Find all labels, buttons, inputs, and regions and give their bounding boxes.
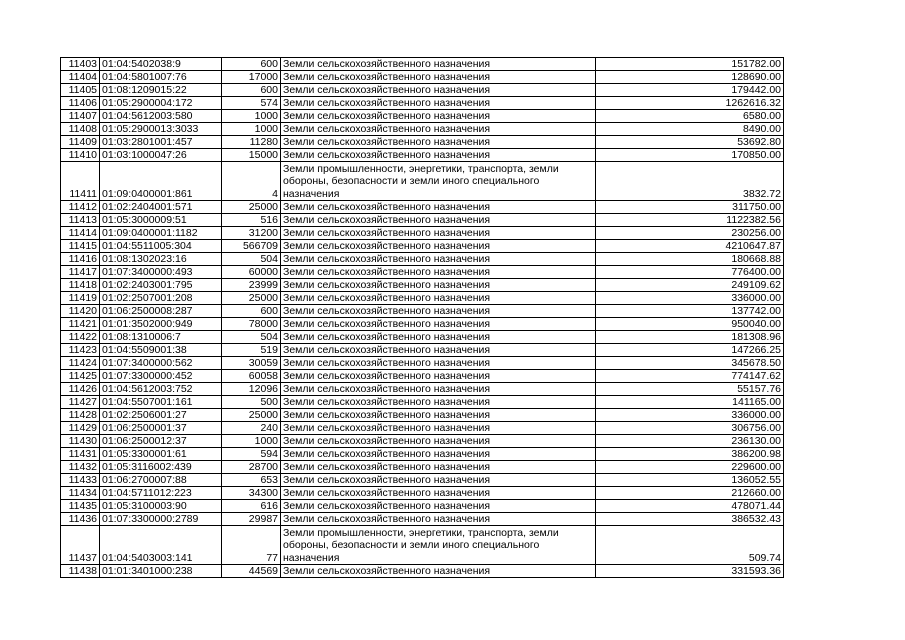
row-number-cell: 11406 <box>61 97 100 110</box>
cadastral-value-cell: 1262616.32 <box>596 97 784 110</box>
row-number-cell: 11424 <box>61 357 100 370</box>
table-row <box>61 565 784 578</box>
cadastral-value-cell: 306756.00 <box>596 422 784 435</box>
cadastral-number-cell: 01:06:2500012:37 <box>100 435 222 448</box>
table-row <box>61 136 784 149</box>
row-number-cell: 11427 <box>61 396 100 409</box>
cadastral-number-cell: 01:01:3401000:238 <box>100 565 222 578</box>
row-number-cell: 11422 <box>61 331 100 344</box>
row-number-cell: 11419 <box>61 292 100 305</box>
cadastral-value-cell: 141165.00 <box>596 396 784 409</box>
cadastral-number-cell: 01:04:5612003:752 <box>100 383 222 396</box>
table-row <box>61 71 784 84</box>
table-row <box>61 500 784 513</box>
cadastral-number-cell: 01:04:5402038:9 <box>100 58 222 71</box>
cadastral-value-cell: 336000.00 <box>596 292 784 305</box>
table-row <box>61 201 784 214</box>
table-row <box>61 292 784 305</box>
cadastral-value-cell: 230256.00 <box>596 227 784 240</box>
land-category-cell: Земли сельскохозяйственного назначения <box>281 84 596 97</box>
table-row <box>61 97 784 110</box>
row-number-cell: 11437 <box>61 526 100 565</box>
row-number-cell: 11407 <box>61 110 100 123</box>
land-category-cell: Земли сельскохозяйственного назначения <box>281 149 596 162</box>
land-category-cell: Земли сельскохозяйственного назначения <box>281 58 596 71</box>
cadastral-number-cell: 01:02:2507001:208 <box>100 292 222 305</box>
land-category-cell: Земли сельскохозяйственного назначения <box>281 331 596 344</box>
row-number-cell: 11413 <box>61 214 100 227</box>
area-cell: 60058 <box>222 370 281 383</box>
table-row <box>61 162 784 201</box>
cadastral-number-cell: 01:01:3502000:949 <box>100 318 222 331</box>
area-cell: 4 <box>222 162 281 201</box>
row-number-cell: 11426 <box>61 383 100 396</box>
land-category-cell: Земли сельскохозяйственного назначения <box>281 214 596 227</box>
land-plots-table-body <box>61 58 784 578</box>
cadastral-number-cell: 01:08:1310006:7 <box>100 331 222 344</box>
cadastral-number-cell: 01:05:2900013:3033 <box>100 123 222 136</box>
area-cell: 504 <box>222 331 281 344</box>
land-category-cell: Земли сельскохозяйственного назначения <box>281 474 596 487</box>
cadastral-number-cell: 01:05:2900004:172 <box>100 97 222 110</box>
land-category-cell: Земли сельскохозяйственного назначения <box>281 565 596 578</box>
row-number-cell: 11404 <box>61 71 100 84</box>
area-cell: 78000 <box>222 318 281 331</box>
area-cell: 653 <box>222 474 281 487</box>
table-row <box>61 357 784 370</box>
cadastral-value-cell: 55157.76 <box>596 383 784 396</box>
table-row <box>61 474 784 487</box>
area-cell: 574 <box>222 97 281 110</box>
land-category-cell: Земли сельскохозяйственного назначения <box>281 305 596 318</box>
cadastral-number-cell: 01:05:3100003:90 <box>100 500 222 513</box>
area-cell: 1000 <box>222 123 281 136</box>
area-cell: 28700 <box>222 461 281 474</box>
land-category-cell: Земли сельскохозяйственного назначения <box>281 461 596 474</box>
area-cell: 17000 <box>222 71 281 84</box>
land-category-cell: Земли промышленности, энергетики, транспорта, земли обороны, безопасности и земли иного специального назначения <box>281 526 596 565</box>
land-category-cell: Земли сельскохозяйственного назначения <box>281 500 596 513</box>
row-number-cell: 11428 <box>61 409 100 422</box>
area-cell: 25000 <box>222 201 281 214</box>
cadastral-value-cell: 151782.00 <box>596 58 784 71</box>
table-row <box>61 435 784 448</box>
land-category-cell: Земли сельскохозяйственного назначения <box>281 396 596 409</box>
cadastral-value-cell: 774147.62 <box>596 370 784 383</box>
area-cell: 60000 <box>222 266 281 279</box>
cadastral-number-cell: 01:07:3300000:2789 <box>100 513 222 526</box>
area-cell: 616 <box>222 500 281 513</box>
cadastral-value-cell: 170850.00 <box>596 149 784 162</box>
land-category-cell: Земли сельскохозяйственного назначения <box>281 227 596 240</box>
row-number-cell: 11412 <box>61 201 100 214</box>
table-row <box>61 58 784 71</box>
area-cell: 23999 <box>222 279 281 292</box>
area-cell: 29987 <box>222 513 281 526</box>
table-row <box>61 84 784 97</box>
land-category-cell: Земли сельскохозяйственного назначения <box>281 136 596 149</box>
cadastral-value-cell: 478071.44 <box>596 500 784 513</box>
land-category-cell: Земли сельскохозяйственного назначения <box>281 201 596 214</box>
table-row <box>61 513 784 526</box>
cadastral-value-cell: 180668.88 <box>596 253 784 266</box>
row-number-cell: 11423 <box>61 344 100 357</box>
land-category-cell: Земли сельскохозяйственного назначения <box>281 318 596 331</box>
area-cell: 600 <box>222 58 281 71</box>
cadastral-number-cell: 01:08:1209015:22 <box>100 84 222 97</box>
row-number-cell: 11414 <box>61 227 100 240</box>
land-category-cell: Земли сельскохозяйственного назначения <box>281 71 596 84</box>
table-row <box>61 279 784 292</box>
land-category-cell: Земли сельскохозяйственного назначения <box>281 279 596 292</box>
row-number-cell: 11430 <box>61 435 100 448</box>
area-cell: 240 <box>222 422 281 435</box>
area-cell: 594 <box>222 448 281 461</box>
area-cell: 25000 <box>222 292 281 305</box>
area-cell: 31200 <box>222 227 281 240</box>
row-number-cell: 11416 <box>61 253 100 266</box>
area-cell: 25000 <box>222 409 281 422</box>
cadastral-value-cell: 345678.50 <box>596 357 784 370</box>
cadastral-value-cell: 6580.00 <box>596 110 784 123</box>
table-row <box>61 240 784 253</box>
land-plots-table <box>60 57 784 578</box>
table-row <box>61 110 784 123</box>
cadastral-value-cell: 181308.96 <box>596 331 784 344</box>
cadastral-value-cell: 212660.00 <box>596 487 784 500</box>
land-category-cell: Земли сельскохозяйственного назначения <box>281 292 596 305</box>
row-number-cell: 11408 <box>61 123 100 136</box>
cadastral-value-cell: 336000.00 <box>596 409 784 422</box>
table-row <box>61 422 784 435</box>
cadastral-value-cell: 137742.00 <box>596 305 784 318</box>
area-cell: 600 <box>222 84 281 97</box>
cadastral-value-cell: 136052.55 <box>596 474 784 487</box>
row-number-cell: 11403 <box>61 58 100 71</box>
row-number-cell: 11434 <box>61 487 100 500</box>
row-number-cell: 11432 <box>61 461 100 474</box>
row-number-cell: 11421 <box>61 318 100 331</box>
cadastral-value-cell: 3832.72 <box>596 162 784 201</box>
land-category-cell: Земли сельскохозяйственного назначения <box>281 487 596 500</box>
row-number-cell: 11411 <box>61 162 100 201</box>
table-row <box>61 266 784 279</box>
land-category-cell: Земли сельскохозяйственного назначения <box>281 97 596 110</box>
cadastral-number-cell: 01:09:0400001:861 <box>100 162 222 201</box>
land-category-cell: Земли сельскохозяйственного назначения <box>281 266 596 279</box>
area-cell: 1000 <box>222 435 281 448</box>
table-row <box>61 396 784 409</box>
cadastral-value-cell: 229600.00 <box>596 461 784 474</box>
area-cell: 34300 <box>222 487 281 500</box>
land-category-cell: Земли сельскохозяйственного назначения <box>281 383 596 396</box>
cadastral-value-cell: 950040.00 <box>596 318 784 331</box>
row-number-cell: 11433 <box>61 474 100 487</box>
cadastral-number-cell: 01:09:0400001:1182 <box>100 227 222 240</box>
cadastral-value-cell: 53692.80 <box>596 136 784 149</box>
row-number-cell: 11436 <box>61 513 100 526</box>
cadastral-value-cell: 776400.00 <box>596 266 784 279</box>
table-row <box>61 487 784 500</box>
table-row <box>61 253 784 266</box>
cadastral-number-cell: 01:04:5711012:223 <box>100 487 222 500</box>
land-category-cell: Земли сельскохозяйственного назначения <box>281 409 596 422</box>
cadastral-number-cell: 01:02:2403001:795 <box>100 279 222 292</box>
row-number-cell: 11425 <box>61 370 100 383</box>
cadastral-value-cell: 8490.00 <box>596 123 784 136</box>
table-row <box>61 331 784 344</box>
row-number-cell: 11418 <box>61 279 100 292</box>
row-number-cell: 11409 <box>61 136 100 149</box>
area-cell: 500 <box>222 396 281 409</box>
area-cell: 44569 <box>222 565 281 578</box>
cadastral-number-cell: 01:08:1302023:16 <box>100 253 222 266</box>
row-number-cell: 11429 <box>61 422 100 435</box>
land-category-cell: Земли промышленности, энергетики, транспорта, земли обороны, безопасности и земли иного специального назначения <box>281 162 596 201</box>
cadastral-value-cell: 386532.43 <box>596 513 784 526</box>
area-cell: 566709 <box>222 240 281 253</box>
land-category-cell: Земли сельскохозяйственного назначения <box>281 513 596 526</box>
row-number-cell: 11410 <box>61 149 100 162</box>
cadastral-number-cell: 01:04:5507001:161 <box>100 396 222 409</box>
table-row <box>61 123 784 136</box>
land-category-cell: Земли сельскохозяйственного назначения <box>281 110 596 123</box>
row-number-cell: 11438 <box>61 565 100 578</box>
land-category-cell: Земли сельскохозяйственного назначения <box>281 448 596 461</box>
table-row <box>61 344 784 357</box>
row-number-cell: 11417 <box>61 266 100 279</box>
cadastral-value-cell: 4210647.87 <box>596 240 784 253</box>
cadastral-number-cell: 01:06:2700007:88 <box>100 474 222 487</box>
area-cell: 77 <box>222 526 281 565</box>
row-number-cell: 11431 <box>61 448 100 461</box>
table-row <box>61 409 784 422</box>
table-row <box>61 149 784 162</box>
cadastral-value-cell: 509.74 <box>596 526 784 565</box>
area-cell: 15000 <box>222 149 281 162</box>
cadastral-number-cell: 01:04:5403003:141 <box>100 526 222 565</box>
table-row <box>61 305 784 318</box>
cadastral-number-cell: 01:04:5511005:304 <box>100 240 222 253</box>
cadastral-value-cell: 1122382.56 <box>596 214 784 227</box>
cadastral-value-cell: 331593.36 <box>596 565 784 578</box>
table-row <box>61 461 784 474</box>
cadastral-number-cell: 01:04:5509001:38 <box>100 344 222 357</box>
cadastral-number-cell: 01:07:3400000:493 <box>100 266 222 279</box>
cadastral-number-cell: 01:07:3300000:452 <box>100 370 222 383</box>
cadastral-number-cell: 01:05:3116002:439 <box>100 461 222 474</box>
land-category-cell: Земли сельскохозяйственного назначения <box>281 123 596 136</box>
cadastral-number-cell: 01:06:2500001:37 <box>100 422 222 435</box>
cadastral-value-cell: 147266.25 <box>596 344 784 357</box>
row-number-cell: 11435 <box>61 500 100 513</box>
land-category-cell: Земли сельскохозяйственного назначения <box>281 422 596 435</box>
table-row <box>61 214 784 227</box>
cadastral-value-cell: 249109.62 <box>596 279 784 292</box>
cadastral-value-cell: 179442.00 <box>596 84 784 97</box>
cadastral-number-cell: 01:05:3300001:61 <box>100 448 222 461</box>
row-number-cell: 11415 <box>61 240 100 253</box>
table-row <box>61 448 784 461</box>
land-category-cell: Земли сельскохозяйственного назначения <box>281 435 596 448</box>
cadastral-value-cell: 128690.00 <box>596 71 784 84</box>
land-category-cell: Земли сельскохозяйственного назначения <box>281 357 596 370</box>
area-cell: 1000 <box>222 110 281 123</box>
land-category-cell: Земли сельскохозяйственного назначения <box>281 253 596 266</box>
area-cell: 30059 <box>222 357 281 370</box>
table-row <box>61 318 784 331</box>
land-category-cell: Земли сельскохозяйственного назначения <box>281 240 596 253</box>
cadastral-number-cell: 01:02:2506001:27 <box>100 409 222 422</box>
row-number-cell: 11420 <box>61 305 100 318</box>
cadastral-value-cell: 311750.00 <box>596 201 784 214</box>
area-cell: 504 <box>222 253 281 266</box>
cadastral-number-cell: 01:02:2404001:571 <box>100 201 222 214</box>
area-cell: 519 <box>222 344 281 357</box>
cadastral-number-cell: 01:04:5612003:580 <box>100 110 222 123</box>
cadastral-value-cell: 386200.98 <box>596 448 784 461</box>
cadastral-number-cell: 01:06:2500008:287 <box>100 305 222 318</box>
cadastral-number-cell: 01:05:3000009:51 <box>100 214 222 227</box>
cadastral-value-cell: 236130.00 <box>596 435 784 448</box>
table-row <box>61 383 784 396</box>
row-number-cell: 11405 <box>61 84 100 97</box>
table-row <box>61 227 784 240</box>
area-cell: 12096 <box>222 383 281 396</box>
area-cell: 600 <box>222 305 281 318</box>
table-row <box>61 370 784 383</box>
cadastral-number-cell: 01:07:3400000:562 <box>100 357 222 370</box>
land-category-cell: Земли сельскохозяйственного назначения <box>281 344 596 357</box>
table-row <box>61 526 784 565</box>
cadastral-number-cell: 01:03:2801001:457 <box>100 136 222 149</box>
cadastral-number-cell: 01:03:1000047:26 <box>100 149 222 162</box>
cadastral-number-cell: 01:04:5801007:76 <box>100 71 222 84</box>
area-cell: 11280 <box>222 136 281 149</box>
area-cell: 516 <box>222 214 281 227</box>
land-category-cell: Земли сельскохозяйственного назначения <box>281 370 596 383</box>
